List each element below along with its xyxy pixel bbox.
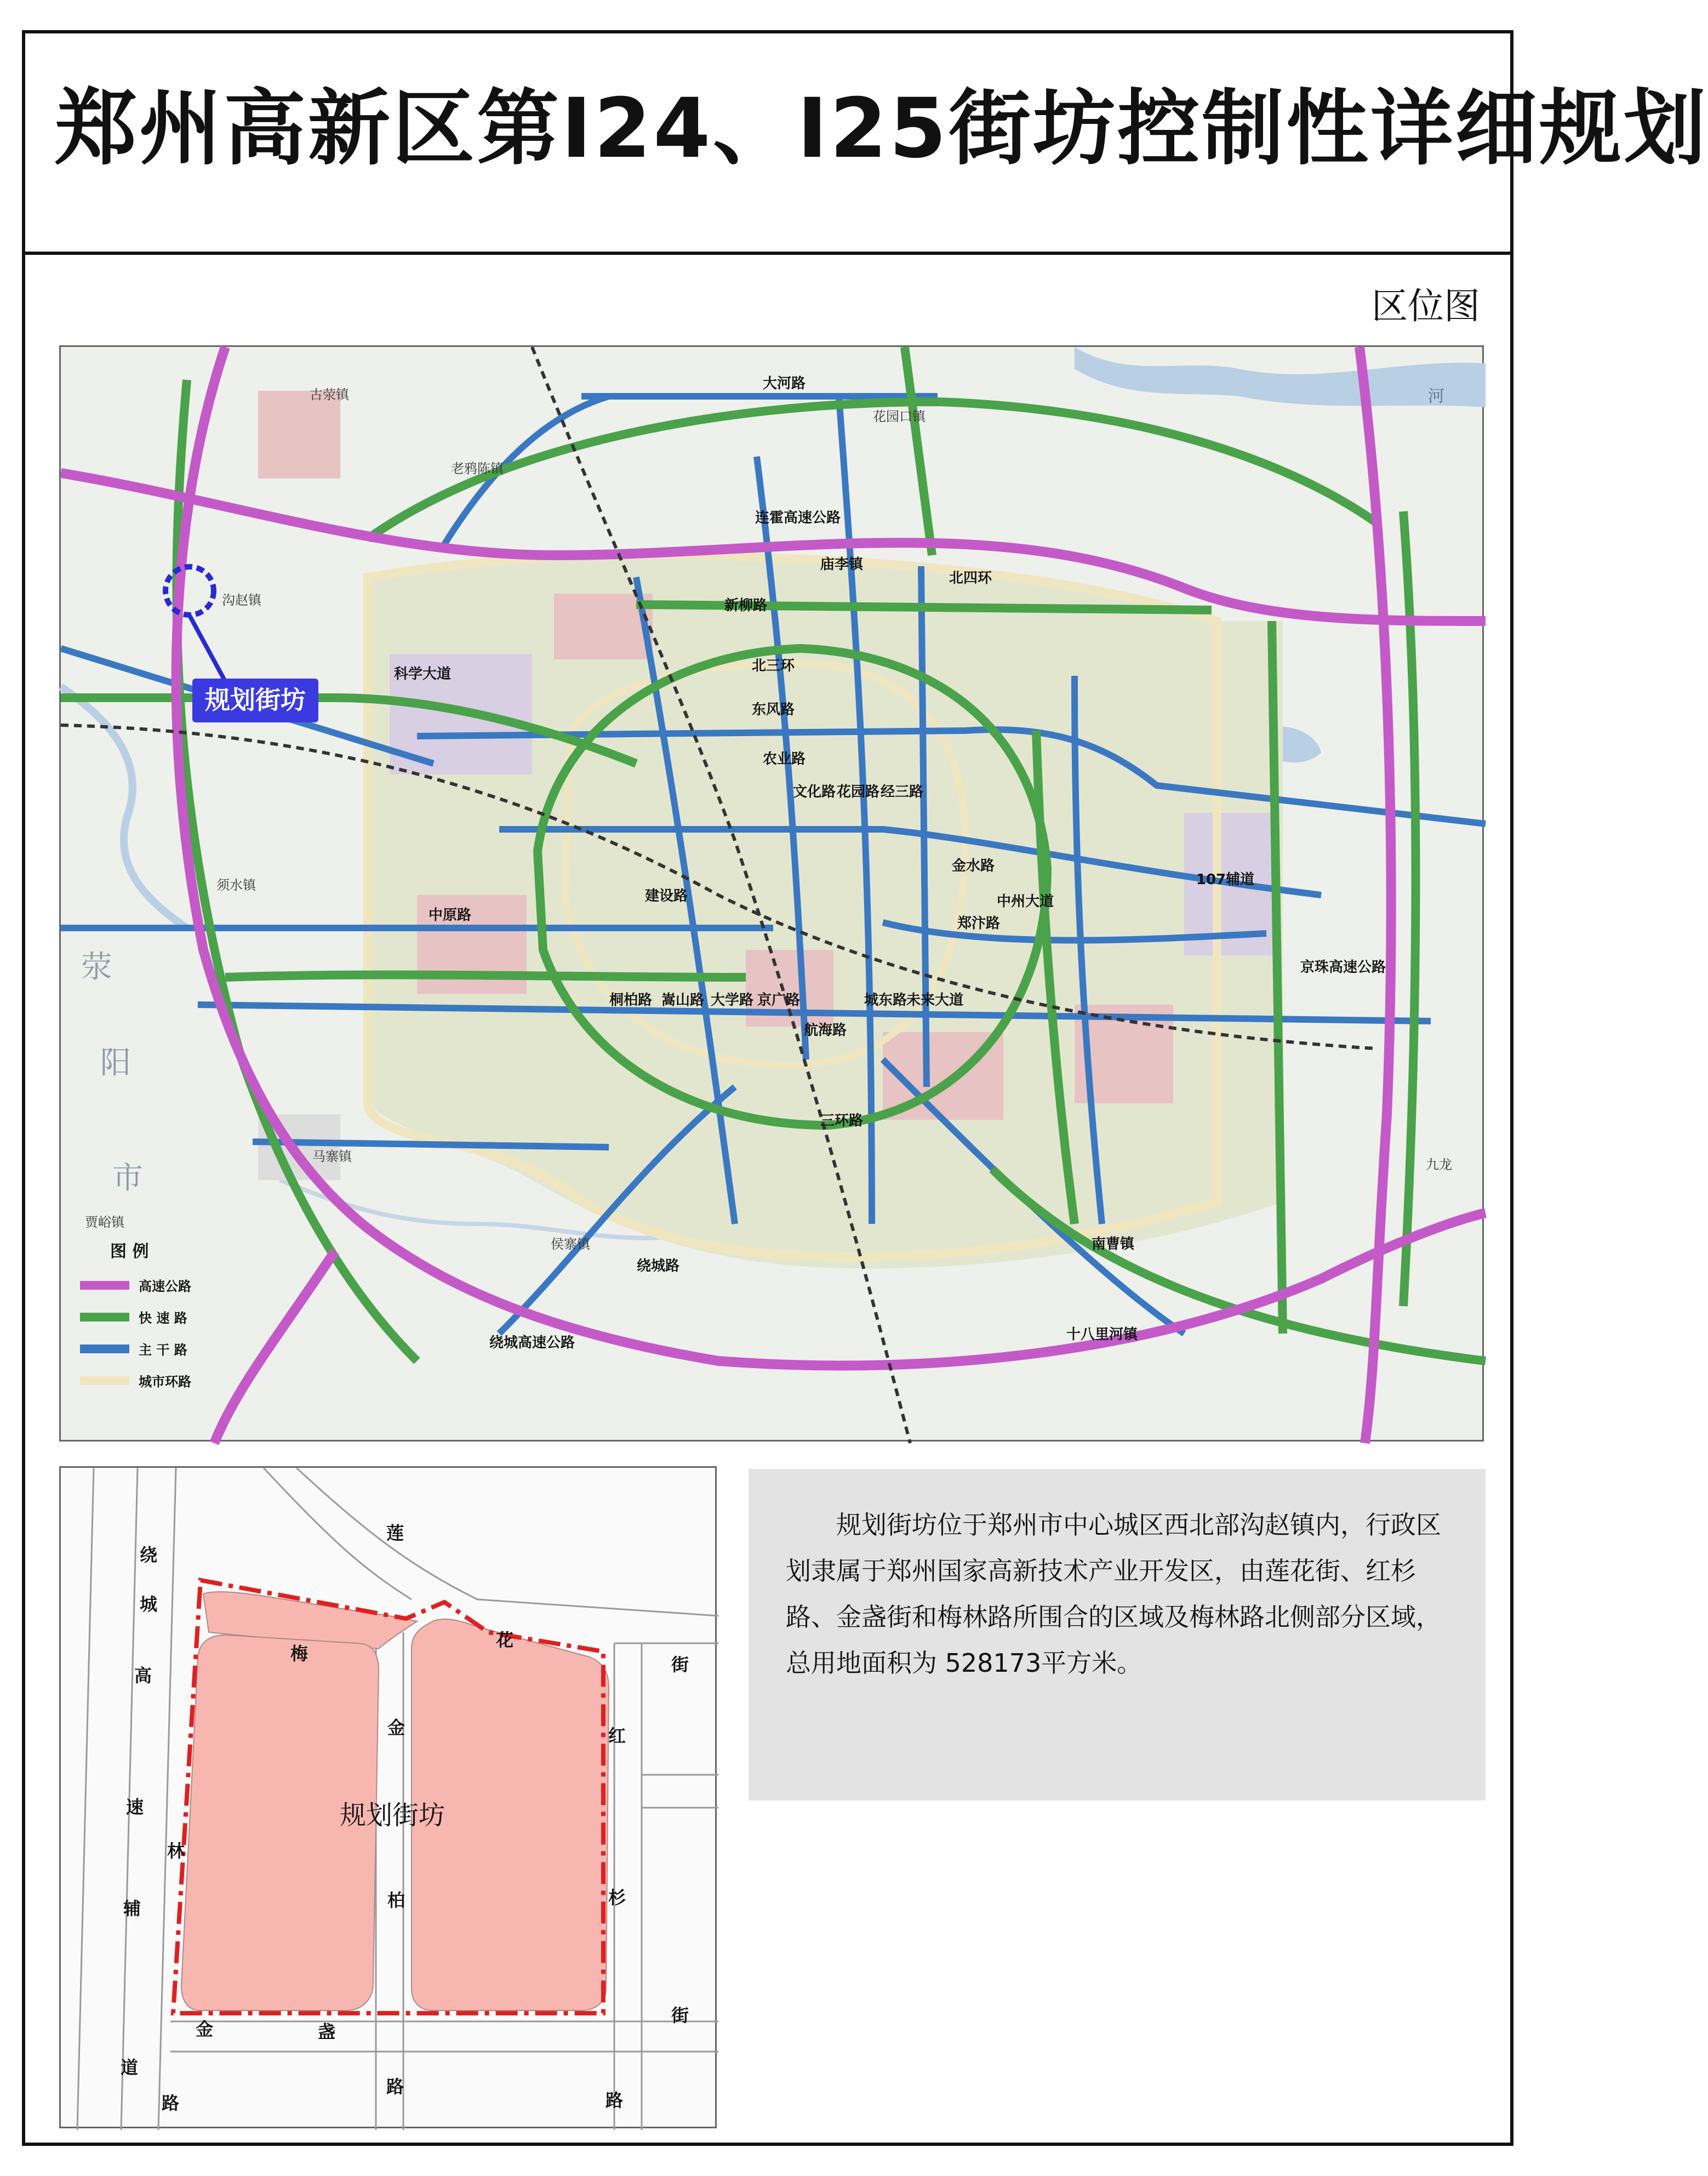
place-label-houzhai: 侯寨镇 <box>551 1237 590 1252</box>
legend-label-expressway: 高速公路 <box>139 1279 191 1294</box>
road-label-raocheng-expressway: 绕城高速公路 <box>489 1335 575 1351</box>
road-label-chengdong: 城东路 <box>864 992 907 1009</box>
fast-road-south <box>225 975 746 977</box>
road-label-raocheng-road: 绕城路 <box>636 1258 680 1274</box>
street-char-bai: 柏 <box>387 1890 405 1911</box>
river-west <box>61 687 187 928</box>
road-label-daxue: 大学路 <box>710 992 754 1009</box>
road-label-nancao: 南曹镇 <box>1091 1236 1135 1252</box>
expressway-southwest <box>214 1251 335 1443</box>
road-label-jingzhu: 京珠高速公路 <box>1300 959 1386 976</box>
road-label-sanhuan: 三环路 <box>820 1113 864 1129</box>
road-label-wenhua: 文化路 <box>792 784 836 800</box>
street-char-rao: 绕 <box>139 1545 158 1565</box>
inset-road-lianhua-top <box>296 1468 718 1616</box>
place-label-xushui: 须水镇 <box>216 878 256 893</box>
street-char-cheng: 城 <box>139 1594 158 1615</box>
site-inset-svg <box>61 1468 718 2130</box>
site-inset-map <box>59 1466 717 2128</box>
fast-road-north-ring <box>368 402 1376 539</box>
place-label-jiulong: 九龙 <box>1426 1157 1452 1172</box>
location-map-svg <box>61 347 1486 1443</box>
place-label-xing: 荥 <box>81 949 112 985</box>
street-char-lu-mid: 路 <box>386 2076 404 2097</box>
road-label-jinshui: 金水路 <box>951 858 995 874</box>
road-label-shibalihe: 十八里河镇 <box>1066 1326 1138 1343</box>
street-char-mei: 梅 <box>290 1643 309 1664</box>
road-label-zhongyuan: 中原路 <box>428 907 472 924</box>
inset-road-raocheng-inner <box>77 1468 94 2130</box>
place-label-guxing: 古荥镇 <box>310 387 349 402</box>
road-label-jingsan: 经三路 <box>880 784 924 800</box>
street-char-lu-right: 路 <box>605 2090 624 2111</box>
road-label-kexue: 科学大道 <box>393 666 452 682</box>
road-label-beisanhuan: 北三环 <box>751 658 795 674</box>
site-label: 规划街坊 <box>205 685 306 715</box>
description-text: 规划街坊位于郑州市中心城区西北部沟赵镇内，行政区划隶属于郑州国家高新技术产业开发区，由莲花街、红杉路、金盏街和梅林路所围合的区域及梅林路北侧部分区域，总用地面积为 528173平方米。 <box>786 1510 1441 1678</box>
street-char-hong: 红 <box>608 1725 626 1746</box>
road-label-jianshe: 建设路 <box>644 888 688 904</box>
page-title: 郑州高新区第I24、I25街坊控制性详细规划 <box>55 81 1708 176</box>
site-marker-leader <box>190 616 225 681</box>
fast-road-east <box>1403 511 1416 1306</box>
road-label-lianhuo: 连霍高速公路 <box>755 510 841 526</box>
street-char-shan: 杉 <box>608 1887 626 1908</box>
place-label-river: 河 <box>1428 387 1444 406</box>
inset-site-label: 规划街坊 <box>339 1800 445 1831</box>
road-label-hanghai: 航海路 <box>803 1022 847 1039</box>
road-label-tongbai: 桐柏路 <box>609 992 653 1009</box>
road-label-miaoli: 庙李镇 <box>820 556 864 573</box>
place-label-huayuankou: 花园口镇 <box>873 409 926 424</box>
road-label-zhengbian: 郑汴路 <box>957 915 1001 932</box>
road-label-jingguang: 京广路 <box>757 992 801 1009</box>
road-label-weilai: 未来大道 <box>906 992 964 1009</box>
legend-label-fast-road: 快 速 路 <box>139 1311 187 1326</box>
place-label-gouzhao: 沟赵镇 <box>222 593 261 608</box>
place-label-laoyachen: 老鸦陈镇 <box>451 461 504 476</box>
street-char-jie-right: 街 <box>671 2005 689 2026</box>
street-char-lu-left: 路 <box>161 2093 180 2114</box>
street-char-jin-bai: 金 <box>387 1717 405 1738</box>
road-label-dongfeng: 东风路 <box>751 702 795 718</box>
street-char-lian: 莲 <box>386 1523 404 1543</box>
description-box <box>749 1469 1486 1801</box>
road-label-xinliu: 新柳路 <box>724 597 768 614</box>
map-subtitle: 区位图 <box>1372 285 1480 327</box>
place-label-jiayu: 贾峪镇 <box>85 1215 124 1230</box>
fast-road-north-radial <box>905 347 932 555</box>
place-label-mazhai: 马寨镇 <box>312 1149 352 1164</box>
road-label-beisihuan: 北四环 <box>949 570 992 586</box>
road-label-nongye: 农业路 <box>762 751 806 767</box>
road-label-zhongzhou: 中州大道 <box>996 893 1054 910</box>
street-char-hua: 花 <box>495 1630 514 1650</box>
place-label-shi: 市 <box>112 1160 143 1196</box>
inset-roads <box>77 1468 718 2130</box>
map-legend <box>80 1242 191 1389</box>
village-northwest <box>258 391 340 479</box>
legend-label-main-road: 主 干 路 <box>139 1342 187 1358</box>
street-char-jin-zhan: 金 <box>195 2019 214 2040</box>
inset-road-raocheng-right-edge <box>158 1468 176 2130</box>
fast-road-beisihuan <box>636 605 1212 610</box>
road-label-huayuan: 花园路 <box>836 784 880 800</box>
street-char-dao: 道 <box>120 2057 139 2078</box>
road-label-107: 107辅道 <box>1196 871 1255 888</box>
street-char-su: 速 <box>125 1797 144 1818</box>
legend-title: 图 例 <box>110 1242 149 1261</box>
place-label-yang: 阳 <box>100 1045 131 1081</box>
street-char-lin: 林 <box>167 1841 185 1861</box>
street-char-zhan: 盏 <box>317 2021 336 2042</box>
street-char-jie-top: 街 <box>671 1654 689 1675</box>
legend-label-ring-road: 城市环路 <box>139 1374 191 1389</box>
road-label-songshan: 嵩山路 <box>661 992 705 1009</box>
location-map <box>59 345 1484 1442</box>
street-char-gao: 高 <box>134 1665 152 1686</box>
road-label-dahe: 大河路 <box>762 375 806 392</box>
street-char-fu: 辅 <box>123 1898 141 1919</box>
yellow-river <box>1075 347 1486 407</box>
